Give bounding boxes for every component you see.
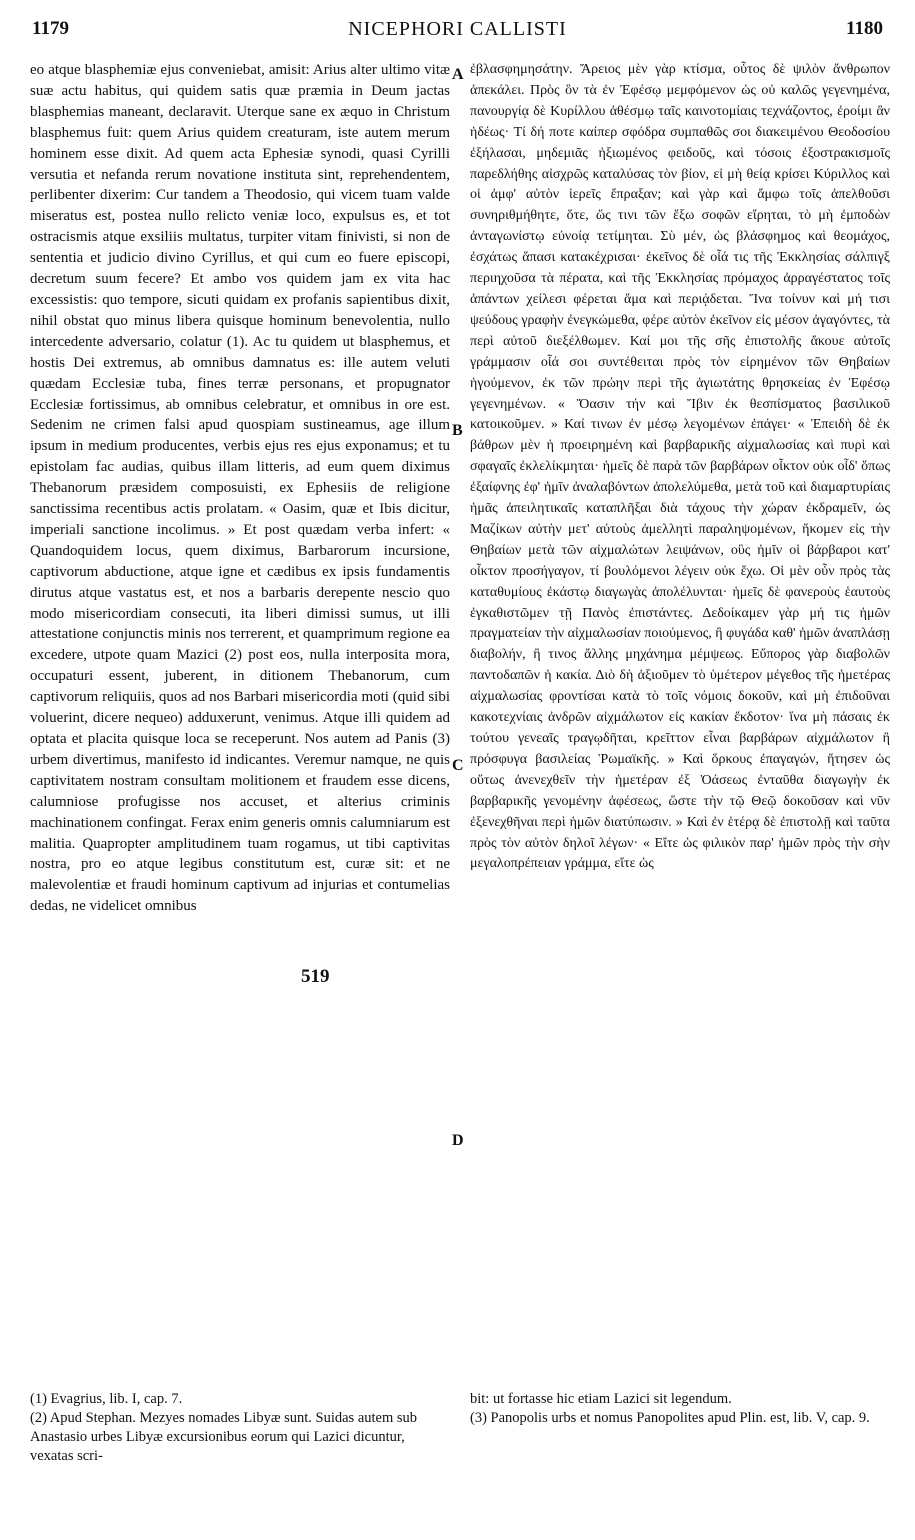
footnotes-right [470, 1390, 890, 1428]
page-number-left: 1179 [32, 18, 69, 39]
footnotes-left [30, 1390, 450, 1466]
latin-column [30, 60, 450, 1140]
section-mark-d: D [452, 1132, 464, 1149]
section-mark-b: B [452, 422, 463, 439]
section-mark-c: C [452, 757, 464, 774]
margin-number: 519 [298, 966, 333, 988]
footnote-2-continued: bit: ut fortasse hic etiam Lazici sit legendum. [470, 1391, 732, 1407]
footnote-2: (2) Apud Stephan. Mezyes nomades Libyæ sunt. Suidas autem sub Anastasio urbes Libyæ excursionibus eorum qui Lazici dicuntur, vexatas scri- [30, 1410, 418, 1464]
latin-text: eo atque blasphemiæ ejus conveniebat, amisit: Arius alter ultimo vitæ suæ actu habitus, qui quidem satis quæ præmia in Deum jactas blasphemias maneant, declaravit. Uterque sane ex æquo in Christum blasphemus fuit: quem Arius quidem creaturam, iste autem merum hominem esse dixit. Ad quem acta Ephesiæ synodi, quasi Cyrilli versutia et nefanda rerum novatione instituta sint, reprehendentem, perlibenter dixerim: Cur tandem a Theodosio, qui vicem tuam valde miseratus est, postea nullo relicto veniæ loco, expulsus es, et tot ostracismis atque exsiliis multatus, turpiter vitam finivisti, si non de sententia et judicio divino Cyrillus, et qui cum eo fuere episcopi, decretum suum fecere? Et ambo vos quidem jam ex vita hac excessistis: quo tempore, sicuti quidam ex profanis sapientibus dixit, nihil obstat quo minus libera quisque hominum benevolentia, nullo intercedente adversario, colatur (1). Ac tu quidem ut blasphemus, et hostis Dei extremus, ab omnibus damnatus es: ille autem veluti quædam Ecclesiæ tuba, fines terræ personans, et propugnator Ecclesiæ fortissimus, ab omnibus celebratur, et omnibus in ore est. Sedenim ne crimen falsi apud quospiam sustineamus, age illum ipsum in medium producentes, verbis ejus res ejus exponamus; et tu epistolam fac audias, quibus illam litteris, ad eum quem diximus Thebanorum præsidem composuisti, ex Ephesiis de religione sanctissima recentibus actis prolatam. « Oasim, quæ et Ibis dicitur, imperiali sanctione incolimus. » Et post quædam verba infert: « Quandoquidem locus, quem diximus, Barbarorum incursione, captivorum abductione, atque igne et cædibus ex ipsis fundamentis dirutus atque vastatus est, et nos a barbaris derepente nescio quo modo misericordiam consecuti, ita liberi dimissi sumus, ut illi attestatione conjunctis minis nos terrerent, et quamprimum regione ea excedere, utpote quam Mazici (2) post eos, nulla interposita mora, occupaturi essent, juberent, in ditionem Thebanorum, cum captivorum reliquiis, quos ad nos Barbari misericordia moti (quid sibi voluerint, dicere nequeo) adduxerunt, venimus. Atque illi quidem ad optata et placita quisque loca se receperunt. Nos autem ad Panis (3) urbem divertimus, manifesto id indicantes. Veremur namque, ne quis captivitatem nostram consultam molitionem et fraudem esse dicens, calumniose profugisse nos accuset, et alterius criminis machinationem confingat. Ferax enim generis omnis calumniarum est malitia. Quapropter amplitudinem tuam rogamus, ut tibi captivitas nostra, pro eo atque legibus constitutum est, curæ sit: et ne malevolentiæ et fraudi hominum captivum ad injurias et contumelias dedas, ne videlicet omnibus [30, 62, 450, 915]
greek-text: ἐβλασφημησάτην. Ἄρειος μὲν γὰρ κτίσμα, οὗτος δὲ ψιλὸν ἄνθρωπον ἀπεκάλει. Πρὸς ὃν τὰ ἐν Ἐφέσῳ μεμφόμενον ὡς οὐ καλῶς γεγενημένα, πανουργίᾳ δὲ Κυρίλλου ἀθέσμῳ ταῖς καινοτομίαις τεχνάζοντος, ἐροίμι ἂν ἡδέως· Τί δή ποτε καίπερ σφόδρα συμπαθῶς σοι διακειμένου Θεοδοσίου ἐξήλασαι, μηδεμιᾶς ἠξιωμένος φειδοῦς, καὶ τόσοις ἐξοστρακισμοῖς παρεδλήθης αἰσχρῶς καταλύσας τὸν βίον, εἰ μὴ θείᾳ κρίσει Κύριλλος καὶ οἱ ἀμφ' αὐτὸν ἱερεῖς ἔπραξαν; καὶ γὰρ καὶ ἄμφω τοῖς ἀπελθοῦσι συνηριθμήθητε, ὅτε, ὥς τινι τῶν ἔξω σοφῶν εἴρηται, τὸ μὴ ἐμποδὼν ἀνταγωνίστῳ εὐνοίᾳ τετίμηται. Σὺ μέν, ὡς βλάσφημος καὶ θεομάχος, ἐσχάτως ἅπασι κατακέχρισαι· ἐκεῖνος δὲ οἷά τις τῆς Ἐκκλησίας σάλπιγξ περιηχοῦσα τὰ πέρατα, καὶ τῆς Ἐκκλησίας πρόμαχος ἀρραγέστατος τοῖς ἁπάντων χείλεσι φέρεται ἅμα καὶ περιᾴδεται. Ἵνα τοίνυν καὶ μή τισι ψεύδους γραφὴν ἐνεγκώμεθα, φέρε αὐτὸν ἐκεῖνον εἰς μέσον ἀγαγόντες, τὰ περὶ αὐτοῦ διεξέλθωμεν. Καί μοι τῆς σῆς ἐπιστολῆς ἄκουε αὐτοῖς γράμμασιν οἷά σοι συντέθειται πρὸς τὸν εἰρημένον τῶν Θηβαίων ἡγούμενον, ἐκ τῶν πρώην περὶ τῆς ἁγιωτάτης θρησκείας ἐν Ἐφέσῳ γεγενημένων. « Ὄασιν τήν καὶ Ἴβιν ἐκ θεσπίσματος βασιλικοῦ κατοικοῦμεν. » Καί τινων ἐν μέσῳ λεγομένων ἐπάγει· « Ἐπειδὴ δὲ ἐκ βάθρων μὲν ἡ προειρημένη καὶ βαρβαρικῆς αἰχμαλωσίας καὶ πυρὶ καὶ σφαγαῖς ἐκλελίκμηται· ἡμεῖς δὲ παρὰ τῶν βαρβάρων οἶκτον οὐκ οἶδ' ὅπως ἐξαίφνης ἐφ' ἡμῖν ἀναλαβόντων ἀπολελύμεθα, μετὰ τοῦ καὶ διαμαρτυρίαις ἡμᾶς ἀπειλητικαῖς καταπλῆξαι διὰ τάχους τὴν χώραν ἐκδραμεῖν, ὡς Μαζίκων αὐτὴν μετ' αὐτοὺς ἀμελλητὶ παραληψομένων, ἥκομεν εἰς τὴν Θηβαίων μετὰ τῶν αἰχμαλώτων λειψάνων, οὓς ἡμῖν οἱ βάρβαροι κατ' οἶκτον προσήγαγον, τί βουλόμενοι λέγειν οὐκ ἔχω. Οἱ μὲν οὖν πρὸς τὰς καταθυμίους ἐκάστῳ διαγωγὰς ἀπολέλυνται· ἡμεῖς δὲ φανεροὺς ἑαυτοὺς ἐγκαθιστῶμεν τῇ Πανὸς ἐπιστάντες. Δεδοίκαμεν γὰρ μή τις ἡμῶν πραγματείαν τὴν αἰχμαλωσίαν ποιούμενος, ἢ φυγάδα καθ' ἡμῶν ἀναπλάσῃ διαβολήν, ἢ τινος ἄλλης μηχάνημα μέμψεως. Εὔπορος γὰρ διαβολῶν παντοδαπῶν ἡ κακία. Διὸ δὴ ἀξιοῦμεν τὸ ὑμέτερον μέγεθος τῆς ἡμετέρας αἰχμαλωσίας φροντίσαι κατὰ τὸ τοῖς νόμοις δοκοῦν, καὶ μὴ ἐπιδοῦναι κακοτεχνίαις ἀνδρῶν αἰχμάλωτον εἰς κακίαν ἔκδοτον· ἵνα μὴ πάσαις ἐκ τούτου γενεαῖς τραγῳδῆται, κρεῖττον εἶναι βαρβάρων αἰχμάλωτον ἢ πρόσφυγα βασιλείας Ῥωμαϊκῆς. » Καὶ ὅρκους ἐπαγαγών, ἥτησεν ὡς οὕτως ἀνενεχθεῖν τὴν ἡμετέραν ἐξ Ὀάσεως ἐνταῦθα διαγωγὴν ἐκ βαρβαρικῆς γενομένην ἀφέσεως, ὥστε τὴν τῷ Θεῷ δοκοῦσαν καὶ νῦν ἐξενεχθῆναι περὶ ἡμῶν διατύπωσιν. » Καὶ ἐν ἑτέρᾳ δὲ ἐπιστολῇ καὶ ταῦτα πρὸς τὸν αὐτὸν δηλοῖ λέγων· « Εἴτε ὡς φιλικὸν παρ' ἡμῶν πρὸς τὴν σὴν μεγαλοπρέπειαν γράμμα, εἴτε ὡς [470, 62, 890, 872]
page-header [22, 6, 893, 58]
running-title: NICEPHORI CALLISTI [348, 18, 567, 40]
greek-column [470, 60, 890, 1140]
page-number-right: 1180 [846, 18, 883, 39]
section-mark-a: A [452, 66, 464, 83]
footnote-1: (1) Evagrius, lib. I, cap. 7. [30, 1391, 183, 1407]
footnote-3: (3) Panopolis urbs et nomus Panopolites apud Plin. est, lib. V, cap. 9. [470, 1410, 870, 1426]
